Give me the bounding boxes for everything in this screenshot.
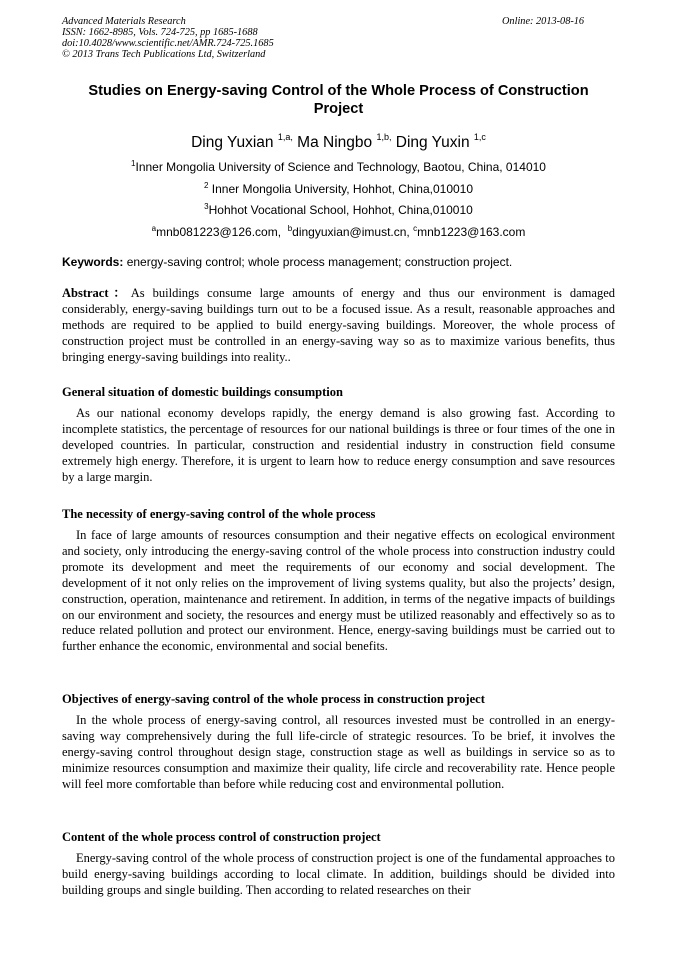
affiliation-mark: 3 [204, 202, 209, 211]
paper-title [62, 82, 615, 118]
affiliation-text: Inner Mongolia University of Science and Technology, Baotou, China, 014010 [135, 160, 546, 174]
online-date: Online: 2013-08-16 [502, 16, 585, 27]
keywords-text: energy-saving control; whole process management; construction project. [126, 255, 513, 269]
email-list [62, 221, 615, 240]
affiliation-text: Inner Mongolia University, Hohhot, China,010010 [208, 182, 474, 196]
section-paragraph: In face of large amounts of resources consumption and their negative effects on ecological environment and society, only introducing the energy-saving control of the whole process into construction industry could promote its development and meet the requirements of our economy and social development. The development of it not only relies on the improvement of living systems quality, but also the projects’ design, construction, operation, maintenance and retirement. In addition, in terms of the negative impacts of buildings on our environment and society, the resources and energy must be utilized reasonably and effectively so as to reduce related pollution and protect our environment. Hence, energy-saving buildings must be carried out to further enhance the economic, environmental and social benefits. [62, 528, 615, 654]
journal-issn: ISSN: 1662-8985, Vols. 724-725, pp 1685-1688 [62, 27, 258, 38]
title-line-1: Studies on Energy-saving Control of the Whole Process of Construction [88, 83, 589, 99]
abstract [62, 286, 615, 366]
email-address: dingyuxian@imust.cn, [292, 225, 410, 239]
author-list [62, 127, 615, 153]
section-heading: General situation of domestic buildings consumption [62, 385, 343, 399]
email-mark: b [287, 224, 293, 233]
author-affiliation-mark: 1,c [473, 132, 486, 142]
journal-doi: doi:10.4028/www.scientific.net/AMR.724-725.1685 [62, 38, 274, 49]
journal-copyright: © 2013 Trans Tech Publications Ltd, Switzerland [62, 49, 266, 60]
author-affiliation-mark: 1,b, [376, 132, 392, 142]
section-paragraph: As our national economy develops rapidly, the energy demand is also growing fast. According to incomplete statistics, the percentage of resources for our national buildings is three or four times of the one in developed countries. In particular, construction and residential industry in construction field consume extremely high energy. Therefore, it is urgent to learn how to reduce energy consumption and save resources by a large margin. [62, 406, 615, 484]
title-line-2: Project [313, 101, 364, 117]
abstract-label: Abstract： [62, 286, 131, 300]
email-mark: c [413, 224, 418, 233]
email-address: mnb1223@163.com [417, 225, 526, 239]
section-paragraph: Energy-saving control of the whole process of construction project is one of the fundamental approaches to build energy-saving buildings according to local climate. In addition, buildings should be divided into building groups and single building. Then according to related researches on their [62, 851, 615, 897]
affiliation-1 [62, 156, 615, 175]
email-address: mnb081223@126.com, [156, 225, 282, 239]
keywords-label: Keywords: [62, 255, 124, 269]
section-heading: The necessity of energy-saving control of the whole process [62, 507, 376, 521]
affiliation-3 [62, 199, 615, 218]
keywords [62, 255, 615, 270]
author-name: Ma Ningbo [297, 134, 373, 151]
section-heading: Objectives of energy-saving control of the whole process in construction project [62, 692, 485, 706]
section-paragraph: In the whole process of energy-saving control, all resources invested must be controlled in an energy-saving way comprehensively during the full life-circle of strategic resources. To be brief, it involves the energy-saving control throughout design stage, construction stage as well as buildings in service so as to minimize resources consumption and maximize their quality, life circle and recoverability rate. Hence people will feel more comfortable than before while reducing cost and environmental pollution. [62, 713, 615, 791]
affiliation-mark: 1 [131, 159, 136, 168]
author-name: Ding Yuxian [191, 134, 274, 151]
journal-header [62, 16, 274, 60]
author-affiliation-mark: 1,a, [277, 132, 293, 142]
affiliation-mark: 2 [203, 181, 209, 190]
section-heading: Content of the whole process control of construction project [62, 830, 381, 844]
affiliation-text: Hohhot Vocational School, Hohhot, China,010010 [208, 203, 473, 217]
affiliation-2 [62, 178, 615, 197]
author-name: Ding Yuxin [395, 134, 470, 151]
email-mark: a [151, 224, 157, 233]
abstract-text: As buildings consume large amounts of energy and thus our environment is damaged considerably, energy-saving buildings turn out to be a focused issue. As a result, reasonable approaches and methods are required to be applied to build energy-saving buildings. Moreover, the whole process of construction project must be controlled in an energy-saving way so as to maximize various benefits, thus bringing energy-saving buildings into reality.. [62, 286, 615, 364]
journal-name: Advanced Materials Research [62, 16, 186, 27]
